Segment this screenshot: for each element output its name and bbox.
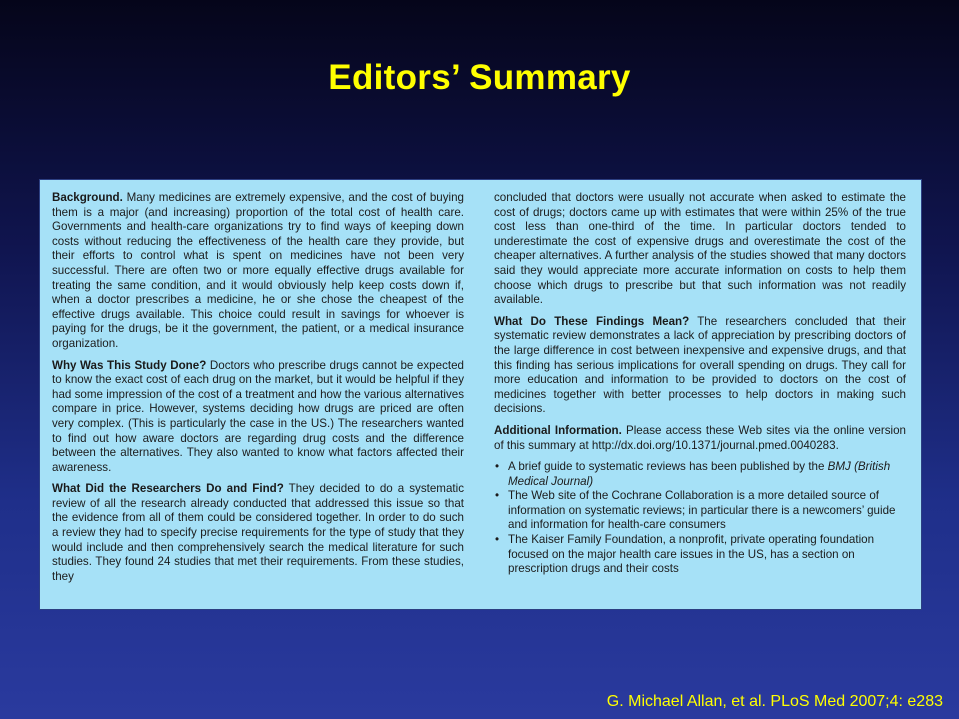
what-did-text: They decided to do a systematic review of all the research already conducted that addressed this issue so that the evidence from all of them could be considered together. In order to do such a review they had to specify precise requirements for the type of study that they would include and then comprehensively search the medical literature for such studies. They found 24 studies that met their requirements. From these studies, they xyxy=(52,482,464,583)
findings-paragraph xyxy=(494,315,906,417)
resource-item: • The Kaiser Family Foundation, a nonprofit, private operating foundation focused on the major health care issues in the US, has a section on prescription drugs and their costs xyxy=(494,533,906,577)
additional-paragraph xyxy=(494,424,906,453)
resource-list xyxy=(494,460,906,577)
background-paragraph xyxy=(52,191,464,352)
what-did-heading: What Did the Researchers Do and Find? xyxy=(52,482,284,496)
editors-summary-panel xyxy=(39,179,922,610)
background-heading: Background. xyxy=(52,191,123,204)
resource-item: • A brief guide to systematic reviews has been published by the BMJ (British Medical Journal) xyxy=(494,460,906,489)
what-did-continued: concluded that doctors were usually not accurate when asked to estimate the cost of drugs; doctors came up with estimates that were within 25% of the true cost less than one-third of the time. In particular doctors tended to underestimate the cost of expensive drugs and overestimate the cost of the cheaper alternatives. A further analysis of the studies showed that many doctors said they would appreciate more accurate information on costs to help them choose which drugs to prescribe but that such information was not readily available. xyxy=(494,191,906,307)
slide-title: Editors’ Summary xyxy=(328,58,631,97)
why-text: Doctors who prescribe drugs cannot be expected to know the exact cost of each drug on the market, but it would be helpful if they had some impression of the cost of a treatment and how the various alternatives compare in price. However, systems deciding how drugs are priced are often very complex. (This is particularly the case in the US.) The researchers wanted to find out how aware doctors are regarding drug costs and the difference between the alternatives. They also wanted to know what factors affected their awareness. xyxy=(52,358,464,474)
background-text: Many medicines are extremely expensive, and the cost of buying them is a major (and increasing) proportion of the total cost of health care. Governments and health-care organizations try to find ways of keeping down costs without reducing the effectiveness of the health care they provide, but their efforts to control what is spent on medicines have not been very successful. There are often two or more equally effective drugs available for treating the same condition, and it would obviously help keep costs down if, when a doctor prescribes a medicine, he or she chose the cheapest of the effective drugs available. This choice could result in savings for whoever is paying for the drugs, be it the government, the patient, or a medical insurance organization. xyxy=(52,191,464,350)
why-heading: Why Was This Study Done? xyxy=(52,358,207,372)
findings-text: The researchers concluded that their systematic review demonstrates a lack of appreciation by prescribing doctors of the large difference in cost between inexpensive and expensive drugs, and that this finding has serious implications for overall spending on drugs. They call for more education and information to be provided to doctors on the cost of medicines together with better processes to help doctors in making such decisions. xyxy=(494,314,906,416)
additional-text: Please access these Web sites via the online version of this summary at http://dx.doi.org/10.1371/journal.pmed.0040283. xyxy=(494,423,906,452)
citation: G. Michael Allan, et al. PLoS Med 2007;4: e283 xyxy=(606,693,943,710)
what-did-paragraph xyxy=(52,482,464,584)
resource-item: • The Web site of the Cochrane Collaboration is a more detailed source of information on systematic reviews; in particular there is a newcomers’ guide and information for health-care consumers xyxy=(494,489,906,533)
summary-column-right xyxy=(494,191,906,577)
why-paragraph xyxy=(52,359,464,476)
additional-heading: Additional Information. xyxy=(494,423,622,437)
findings-heading: What Do These Findings Mean? xyxy=(494,314,690,328)
summary-column-left xyxy=(52,191,464,591)
